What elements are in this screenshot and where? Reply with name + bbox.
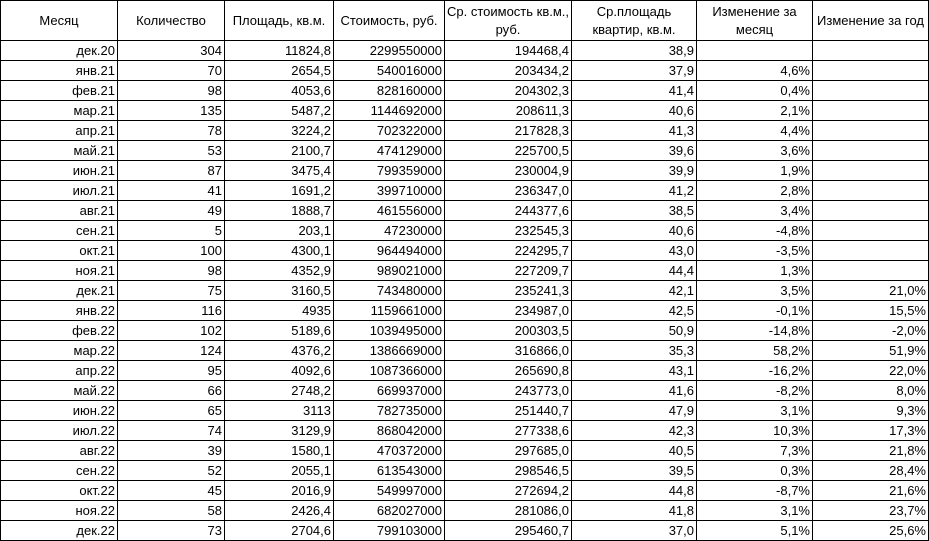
cell-area: 3224,2 xyxy=(225,121,334,141)
cell-change-month: -14,8% xyxy=(697,321,813,341)
cell-change-month: 2,8% xyxy=(697,181,813,201)
cell-area: 2654,5 xyxy=(225,61,334,81)
cell-month: авг.22 xyxy=(1,441,118,461)
cell-area: 2055,1 xyxy=(225,461,334,481)
cell-change-year: 9,3% xyxy=(813,401,929,421)
cell-count: 102 xyxy=(118,321,225,341)
header-count: Количество xyxy=(118,1,225,41)
cell-change-month: 5,1% xyxy=(697,521,813,541)
cell-cost: 669937000 xyxy=(334,381,445,401)
cell-cost: 868042000 xyxy=(334,421,445,441)
cell-count: 95 xyxy=(118,361,225,381)
table-row xyxy=(1,321,929,341)
cell-cost: 989021000 xyxy=(334,261,445,281)
cell-cost: 1144692000 xyxy=(334,101,445,121)
cell-change-year: 28,4% xyxy=(813,461,929,481)
cell-avg-price-sqm: 295460,7 xyxy=(445,521,572,541)
cell-area: 2704,6 xyxy=(225,521,334,541)
cell-change-month: -8,7% xyxy=(697,481,813,501)
cell-change-month: -3,5% xyxy=(697,241,813,261)
cell-count: 73 xyxy=(118,521,225,541)
cell-area: 4376,2 xyxy=(225,341,334,361)
cell-count: 45 xyxy=(118,481,225,501)
cell-cost: 540016000 xyxy=(334,61,445,81)
cell-avg-area: 40,5 xyxy=(572,441,697,461)
cell-count: 78 xyxy=(118,121,225,141)
cell-month: май.22 xyxy=(1,381,118,401)
cell-change-year: 17,3% xyxy=(813,421,929,441)
table-row xyxy=(1,261,929,281)
cell-cost: 399710000 xyxy=(334,181,445,201)
cell-avg-area: 37,0 xyxy=(572,521,697,541)
cell-month: янв.21 xyxy=(1,61,118,81)
cell-avg-price-sqm: 203434,2 xyxy=(445,61,572,81)
cell-change-year xyxy=(813,121,929,141)
cell-avg-price-sqm: 297685,0 xyxy=(445,441,572,461)
cell-change-year xyxy=(813,221,929,241)
cell-change-month: 0,4% xyxy=(697,81,813,101)
cell-month: май.21 xyxy=(1,141,118,161)
cell-change-month: 3,4% xyxy=(697,201,813,221)
cell-avg-price-sqm: 235241,3 xyxy=(445,281,572,301)
cell-month: авг.21 xyxy=(1,201,118,221)
cell-avg-price-sqm: 298546,5 xyxy=(445,461,572,481)
cell-change-month: -8,2% xyxy=(697,381,813,401)
cell-month: мар.22 xyxy=(1,341,118,361)
cell-change-year xyxy=(813,261,929,281)
cell-avg-area: 40,6 xyxy=(572,101,697,121)
cell-area: 2100,7 xyxy=(225,141,334,161)
cell-month: окт.21 xyxy=(1,241,118,261)
cell-area: 11824,8 xyxy=(225,41,334,61)
cell-month: июн.22 xyxy=(1,401,118,421)
cell-cost: 470372000 xyxy=(334,441,445,461)
cell-avg-price-sqm: 251440,7 xyxy=(445,401,572,421)
cell-count: 135 xyxy=(118,101,225,121)
header-change-month: Изменение за месяц xyxy=(697,1,813,41)
cell-count: 58 xyxy=(118,501,225,521)
cell-cost: 2299550000 xyxy=(334,41,445,61)
cell-change-year: 21,0% xyxy=(813,281,929,301)
cell-area: 2748,2 xyxy=(225,381,334,401)
table-row xyxy=(1,101,929,121)
cell-avg-price-sqm: 281086,0 xyxy=(445,501,572,521)
cell-month: сен.22 xyxy=(1,461,118,481)
cell-change-year xyxy=(813,101,929,121)
cell-avg-area: 39,5 xyxy=(572,461,697,481)
table-row xyxy=(1,501,929,521)
cell-change-year xyxy=(813,41,929,61)
cell-area: 3129,9 xyxy=(225,421,334,441)
cell-count: 70 xyxy=(118,61,225,81)
cell-avg-area: 44,4 xyxy=(572,261,697,281)
cell-change-year xyxy=(813,81,929,101)
cell-avg-price-sqm: 232545,3 xyxy=(445,221,572,241)
cell-avg-area: 35,3 xyxy=(572,341,697,361)
table-row xyxy=(1,301,929,321)
cell-change-year xyxy=(813,241,929,261)
cell-area: 203,1 xyxy=(225,221,334,241)
cell-cost: 1159661000 xyxy=(334,301,445,321)
cell-area: 4935 xyxy=(225,301,334,321)
header-avg-price-sqm: Ср. стоимость кв.м., руб. xyxy=(445,1,572,41)
cell-change-month: 1,9% xyxy=(697,161,813,181)
cell-change-year: -2,0% xyxy=(813,321,929,341)
cell-avg-area: 41,8 xyxy=(572,501,697,521)
cell-month: июл.21 xyxy=(1,181,118,201)
cell-count: 98 xyxy=(118,261,225,281)
cell-count: 49 xyxy=(118,201,225,221)
cell-area: 3113 xyxy=(225,401,334,421)
cell-area: 4053,6 xyxy=(225,81,334,101)
cell-avg-area: 37,9 xyxy=(572,61,697,81)
cell-month: окт.22 xyxy=(1,481,118,501)
cell-change-month: -16,2% xyxy=(697,361,813,381)
cell-count: 87 xyxy=(118,161,225,181)
cell-count: 66 xyxy=(118,381,225,401)
cell-change-month: 3,1% xyxy=(697,401,813,421)
cell-avg-area: 42,1 xyxy=(572,281,697,301)
cell-count: 41 xyxy=(118,181,225,201)
table-row xyxy=(1,481,929,501)
cell-month: мар.21 xyxy=(1,101,118,121)
cell-avg-area: 43,0 xyxy=(572,241,697,261)
cell-count: 116 xyxy=(118,301,225,321)
cell-avg-price-sqm: 316866,0 xyxy=(445,341,572,361)
cell-avg-price-sqm: 227209,7 xyxy=(445,261,572,281)
table-row xyxy=(1,181,929,201)
cell-month: июл.22 xyxy=(1,421,118,441)
cell-count: 65 xyxy=(118,401,225,421)
cell-area: 4300,1 xyxy=(225,241,334,261)
table-row xyxy=(1,281,929,301)
cell-avg-area: 39,6 xyxy=(572,141,697,161)
cell-month: апр.21 xyxy=(1,121,118,141)
cell-month: дек.21 xyxy=(1,281,118,301)
cell-count: 100 xyxy=(118,241,225,261)
cell-avg-area: 50,9 xyxy=(572,321,697,341)
header-row xyxy=(1,1,929,41)
cell-change-month: 4,6% xyxy=(697,61,813,81)
cell-change-month: 58,2% xyxy=(697,341,813,361)
cell-avg-price-sqm: 225700,5 xyxy=(445,141,572,161)
cell-area: 4092,6 xyxy=(225,361,334,381)
table-row xyxy=(1,61,929,81)
cell-avg-area: 41,3 xyxy=(572,121,697,141)
cell-avg-price-sqm: 208611,3 xyxy=(445,101,572,121)
cell-count: 74 xyxy=(118,421,225,441)
cell-count: 98 xyxy=(118,81,225,101)
cell-area: 5487,2 xyxy=(225,101,334,121)
cell-change-year: 25,6% xyxy=(813,521,929,541)
cell-area: 3160,5 xyxy=(225,281,334,301)
cell-month: апр.22 xyxy=(1,361,118,381)
cell-change-month: 3,1% xyxy=(697,501,813,521)
cell-change-month xyxy=(697,41,813,61)
cell-cost: 682027000 xyxy=(334,501,445,521)
table-row xyxy=(1,141,929,161)
cell-area: 1888,7 xyxy=(225,201,334,221)
table-row xyxy=(1,381,929,401)
cell-change-month: -4,8% xyxy=(697,221,813,241)
cell-cost: 613543000 xyxy=(334,461,445,481)
header-month: Месяц xyxy=(1,1,118,41)
table-row xyxy=(1,461,929,481)
cell-avg-area: 41,2 xyxy=(572,181,697,201)
table-row xyxy=(1,81,929,101)
cell-avg-area: 41,6 xyxy=(572,381,697,401)
cell-cost: 828160000 xyxy=(334,81,445,101)
cell-change-month: -0,1% xyxy=(697,301,813,321)
cell-cost: 782735000 xyxy=(334,401,445,421)
cell-month: дек.22 xyxy=(1,521,118,541)
cell-avg-price-sqm: 236347,0 xyxy=(445,181,572,201)
cell-count: 53 xyxy=(118,141,225,161)
header-area: Площадь, кв.м. xyxy=(225,1,334,41)
cell-cost: 799103000 xyxy=(334,521,445,541)
cell-avg-price-sqm: 272694,2 xyxy=(445,481,572,501)
cell-change-year: 22,0% xyxy=(813,361,929,381)
cell-area: 2426,4 xyxy=(225,501,334,521)
cell-cost: 1039495000 xyxy=(334,321,445,341)
cell-change-year xyxy=(813,181,929,201)
cell-avg-area: 43,1 xyxy=(572,361,697,381)
cell-avg-price-sqm: 200303,5 xyxy=(445,321,572,341)
cell-change-year: 23,7% xyxy=(813,501,929,521)
cell-change-year: 51,9% xyxy=(813,341,929,361)
cell-avg-price-sqm: 234987,0 xyxy=(445,301,572,321)
cell-avg-area: 42,3 xyxy=(572,421,697,441)
cell-month: фев.22 xyxy=(1,321,118,341)
cell-change-year xyxy=(813,141,929,161)
cell-cost: 474129000 xyxy=(334,141,445,161)
cell-avg-price-sqm: 217828,3 xyxy=(445,121,572,141)
cell-cost: 799359000 xyxy=(334,161,445,181)
table-row xyxy=(1,401,929,421)
cell-cost: 743480000 xyxy=(334,281,445,301)
cell-change-month: 1,3% xyxy=(697,261,813,281)
cell-area: 4352,9 xyxy=(225,261,334,281)
cell-area: 1580,1 xyxy=(225,441,334,461)
cell-change-month: 10,3% xyxy=(697,421,813,441)
cell-area: 1691,2 xyxy=(225,181,334,201)
table-row xyxy=(1,221,929,241)
cell-avg-price-sqm: 230004,9 xyxy=(445,161,572,181)
cell-cost: 1087366000 xyxy=(334,361,445,381)
cell-change-year: 15,5% xyxy=(813,301,929,321)
cell-avg-area: 40,6 xyxy=(572,221,697,241)
cell-area: 2016,9 xyxy=(225,481,334,501)
table-row xyxy=(1,201,929,221)
header-change-year: Изменение за год xyxy=(813,1,929,41)
cell-change-year: 21,6% xyxy=(813,481,929,501)
cell-change-month: 0,3% xyxy=(697,461,813,481)
cell-avg-price-sqm: 243773,0 xyxy=(445,381,572,401)
cell-change-year xyxy=(813,161,929,181)
cell-avg-price-sqm: 277338,6 xyxy=(445,421,572,441)
cell-month: ноя.21 xyxy=(1,261,118,281)
cell-avg-area: 44,8 xyxy=(572,481,697,501)
table-row xyxy=(1,341,929,361)
cell-month: июн.21 xyxy=(1,161,118,181)
cell-cost: 1386669000 xyxy=(334,341,445,361)
table-row xyxy=(1,121,929,141)
cell-avg-price-sqm: 265690,8 xyxy=(445,361,572,381)
cell-avg-price-sqm: 224295,7 xyxy=(445,241,572,261)
table-row xyxy=(1,421,929,441)
cell-month: янв.22 xyxy=(1,301,118,321)
cell-area: 5189,6 xyxy=(225,321,334,341)
table-row xyxy=(1,161,929,181)
cell-avg-area: 41,4 xyxy=(572,81,697,101)
cell-avg-area: 47,9 xyxy=(572,401,697,421)
cell-change-month: 4,4% xyxy=(697,121,813,141)
header-cost: Стоимость, руб. xyxy=(334,1,445,41)
cell-count: 39 xyxy=(118,441,225,461)
table-row xyxy=(1,521,929,541)
cell-count: 5 xyxy=(118,221,225,241)
cell-change-month: 3,6% xyxy=(697,141,813,161)
cell-cost: 549997000 xyxy=(334,481,445,501)
cell-change-month: 3,5% xyxy=(697,281,813,301)
table-row xyxy=(1,241,929,261)
cell-change-year xyxy=(813,201,929,221)
cell-change-month: 7,3% xyxy=(697,441,813,461)
cell-avg-price-sqm: 204302,3 xyxy=(445,81,572,101)
cell-change-year xyxy=(813,61,929,81)
cell-cost: 47230000 xyxy=(334,221,445,241)
cell-month: сен.21 xyxy=(1,221,118,241)
cell-count: 75 xyxy=(118,281,225,301)
table-row xyxy=(1,441,929,461)
cell-avg-area: 38,5 xyxy=(572,201,697,221)
cell-avg-price-sqm: 194468,4 xyxy=(445,41,572,61)
header-avg-area: Ср.площадь квартир, кв.м. xyxy=(572,1,697,41)
cell-change-year: 8,0% xyxy=(813,381,929,401)
cell-avg-price-sqm: 244377,6 xyxy=(445,201,572,221)
table-row xyxy=(1,41,929,61)
cell-cost: 702322000 xyxy=(334,121,445,141)
cell-count: 304 xyxy=(118,41,225,61)
cell-change-year: 21,8% xyxy=(813,441,929,461)
cell-count: 52 xyxy=(118,461,225,481)
cell-area: 3475,4 xyxy=(225,161,334,181)
table-row xyxy=(1,361,929,381)
cell-month: фев.21 xyxy=(1,81,118,101)
cell-count: 124 xyxy=(118,341,225,361)
cell-month: дек.20 xyxy=(1,41,118,61)
cell-month: ноя.22 xyxy=(1,501,118,521)
cell-cost: 461556000 xyxy=(334,201,445,221)
cell-avg-area: 42,5 xyxy=(572,301,697,321)
cell-change-month: 2,1% xyxy=(697,101,813,121)
cell-cost: 964494000 xyxy=(334,241,445,261)
cell-avg-area: 39,9 xyxy=(572,161,697,181)
cell-avg-area: 38,9 xyxy=(572,41,697,61)
